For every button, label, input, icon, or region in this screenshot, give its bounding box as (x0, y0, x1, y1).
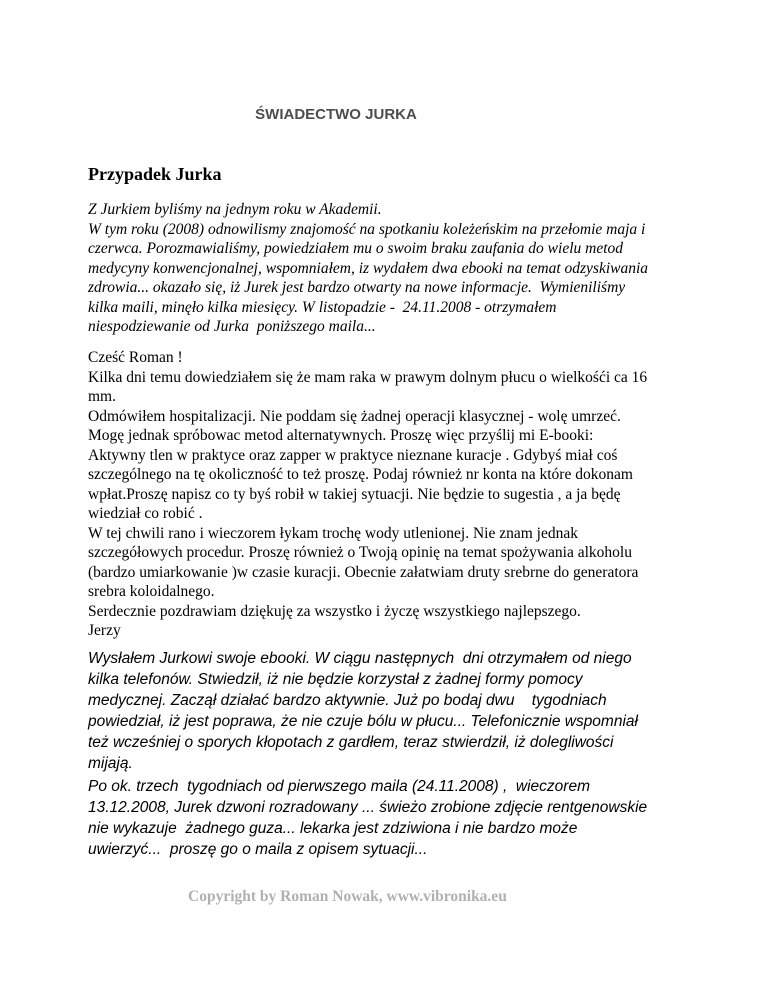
text-line: medycznej. Zaczął działać bardzo aktywnie. Już po bodaj dwu tygodniach (88, 692, 607, 709)
text-line: szczegółowych procedur. Proszę również o Twoją opinię na temat spożywania alkoholu (88, 544, 632, 561)
text-line: powiedział, iż jest poprawa, że nie czuje bólu w płucu... Telefonicznie wspomniał (88, 713, 638, 730)
text-line: Aktywny tlen w praktyce oraz zapper w praktyce nieznane kuracje . Gdybyś miał coś (88, 446, 618, 464)
followup-paragraph-2 (88, 776, 688, 860)
text-line: mm. (88, 388, 116, 405)
text-line: kilka maili, minęło kilka miesięcy. W listopadzie - 24.11.2008 - otrzymałem (88, 298, 557, 316)
text-line: mijają. (88, 755, 133, 772)
text-line: wpłat.Proszę napisz co ty byś robił w takiej sytuacji. Nie będzie to sugestia , a ja będę (88, 485, 621, 503)
text-line: medycyny konwencjonalnej, wspomniałem, iz wydałem dwa ebooki na temat odzyskiwania (88, 259, 649, 277)
text-line: kilka telefonów. Stwiedził, iż nie będzie korzystał z żadnej formy pomocy (88, 671, 583, 688)
text-line: W tym roku (2008) odnowilismy znajomość na spotkaniu koleżeńskim na przełomie maja i (88, 220, 646, 238)
section-heading: Przypadek Jurka (88, 164, 222, 184)
quoted-letter (88, 348, 688, 641)
text-line: Wysłałem Jurkowi swoje ebooki. W ciągu następnych dni otrzymałem od niego (88, 650, 632, 667)
followup-paragraph-1 (88, 648, 688, 774)
text-line: uwierzyć... proszę go o maila z opisem sytuacji... (88, 841, 428, 858)
text-line: wiedział co robić . (88, 505, 203, 522)
text-line: szczególnego na tę okoliczność to też proszę. Podaj również nr konta na które dokonam (88, 466, 633, 483)
text-line: srebra koloidalnego. (88, 583, 215, 600)
text-line: (bardzo umiarkowanie )w czasie kuracji. Obecnie załatwiam druty srebrne do generatora (88, 563, 639, 581)
text-line: Po ok. trzech tygodniach od pierwszego maila (24.11.2008) , wieczorem (88, 778, 590, 795)
text-line: W tej chwili rano i wieczorem łykam trochę wody utlenionej. Nie znam jednak (88, 524, 578, 542)
text-line: Serdecznie pozdrawiam dziękuję za wszystko i życzę wszystkiego najlepszego. (88, 602, 581, 620)
text-line: Kilka dni temu dowiedziałem się że mam raka w prawym dolnym płucu o wielkośći ca 16 (88, 368, 648, 386)
text-line: niespodziewanie od Jurka poniższego maila... (88, 318, 376, 335)
text-line: Odmówiłem hospitalizacji. Nie poddam się żadnej operacji klasycznej - wolę umrzeć. (88, 407, 621, 425)
text-line: Z Jurkiem byliśmy na jednym roku w Akademii. (88, 201, 382, 218)
text-line: Mogę jednak spróbowac metod alternatywnych. Proszę więc przyślij mi E-booki: (88, 427, 594, 444)
text-line: też wcześniej o sporych kłopotach z gardłem, teraz stwierdził, iż dolegliwości (88, 734, 614, 751)
text-line: czerwca. Porozmawialiśmy, powiedziałem mu o swoim braku zaufania do wielu metod (88, 240, 624, 257)
text-line: nie wykazuje żadnego guza... lekarka jest zdziwiona i nie bardzo może (88, 820, 578, 837)
text-line: zdrowia... okazało się, iż Jurek jest bardzo otwarty na nowe informacje. Wymieniliśmy (88, 279, 626, 296)
copyright-notice: Copyright by Roman Nowak, www.vibronika.eu (188, 888, 507, 905)
document-title: ŚWIADECTWO JURKA (255, 106, 417, 123)
text-line: Jerzy (88, 622, 121, 639)
text-line: 13.12.2008, Jurek dzwoni rozradowany ... świeżo zrobione zdjęcie rentgenowskie (88, 799, 648, 816)
text-line: Cześć Roman ! (88, 349, 183, 366)
intro-paragraph (88, 200, 688, 337)
